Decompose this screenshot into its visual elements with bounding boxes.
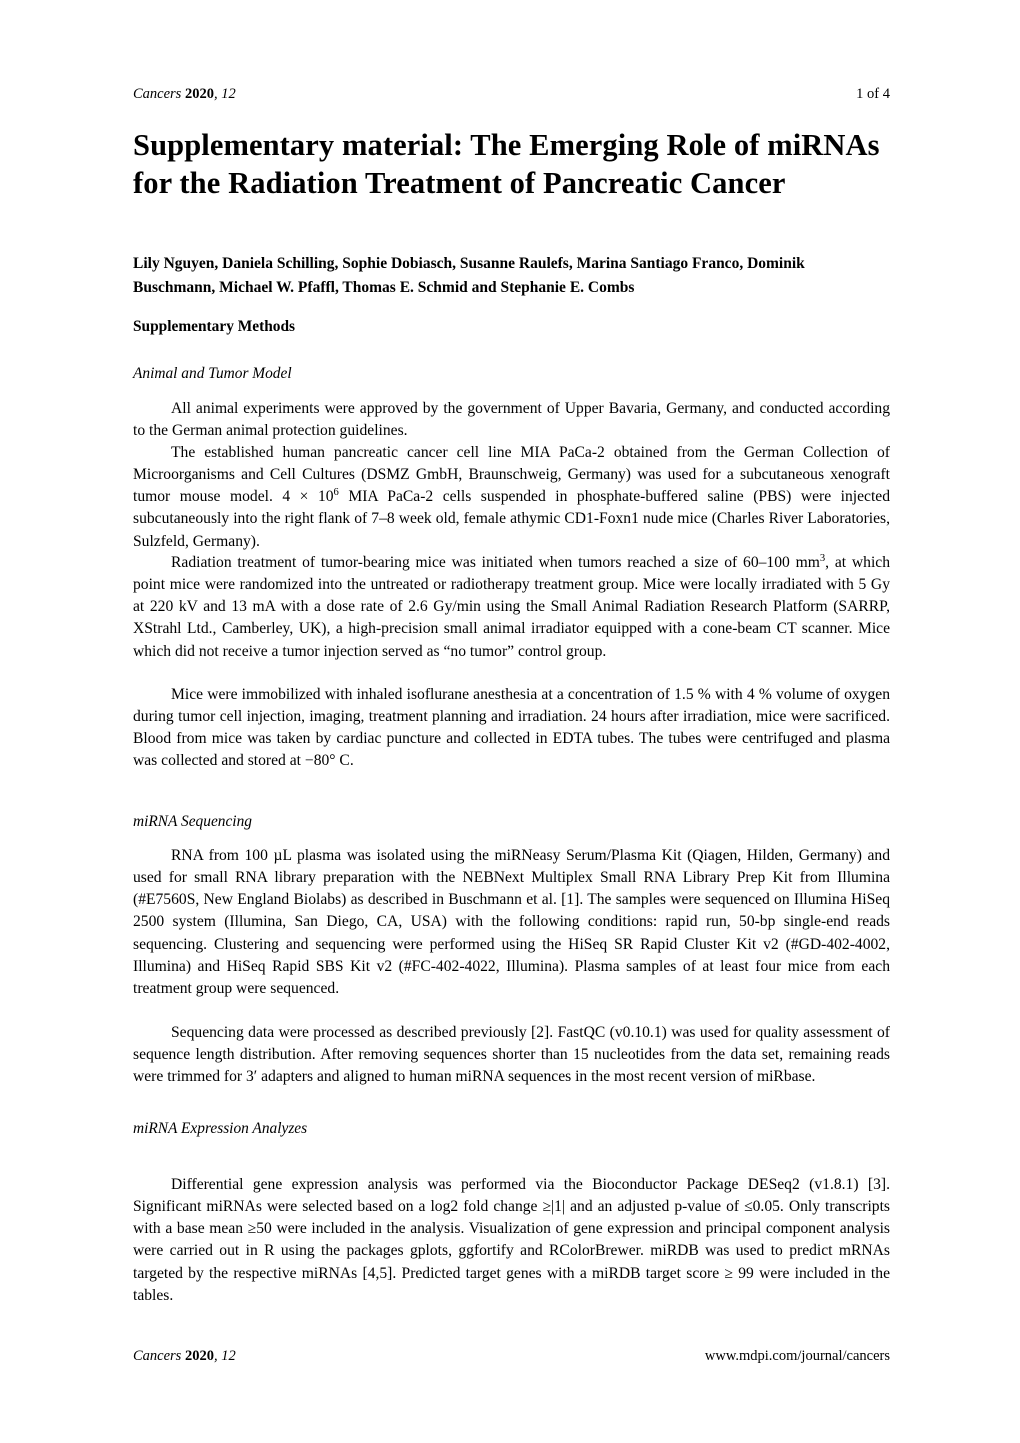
paragraph-radiation-text-2: , at which point mice were randomized into the untreated or radiotherapy treatment group. Mice were locally irradiated with 5 Gy at 220 kV and 13 mA with a dose rate of 2.6 Gy/min using the Small Animal Radiation Research Platform (SARRP, XStrahl Ltd., Camberley, UK), a high-precision small animal irradiator equipped with a cone-beam CT scanner. Mice which did not receive a tumor injection served as “no tumor” control group. <box>133 554 890 660</box>
heading-supplementary-methods: Supplementary Methods <box>133 318 296 335</box>
running-head-journal: Cancers <box>133 86 182 102</box>
heading-mirna-expression-analyzes: miRNA Expression Analyzes <box>133 1120 308 1137</box>
running-head-issue: 12 <box>221 86 236 102</box>
footer-journal: Cancers <box>133 1348 182 1364</box>
page-title: Supplementary material: The Emerging Role of miRNAs for the Radiation Treatment of Pancreatic Cancer <box>133 128 880 201</box>
paragraph-sequencing-processing: Sequencing data were processed as described previously [2]. FastQC (v0.10.1) was used for quality assessment of sequence length distribution. After removing sequences shorter than 15 nucleotides from the data set, remaining reads were trimmed for 3′ adapters and aligned to human miRNA sequences in the most recent version of miRbase. <box>133 1024 890 1086</box>
footer-journal-url[interactable]: www.mdpi.com/journal/cancers <box>704 1348 890 1364</box>
paragraph-radiation-treatment <box>133 552 890 663</box>
paragraph-differential-expression: Differential gene expression analysis was performed via the Bioconductor Package DESeq2 (v1.8.1) [3]. Significant miRNAs were selected based on a log2 fold change ≥|1| and an adjusted p-value of ≤0.05. Only transcripts with a base mean ≥50 were included in the analysis. Visualization of gene expression and principal component analysis were carried out in R using the packages gplots, ggfortify and RColorBrewer. miRDB was used to predict mRNAs targeted by the respective miRNAs [4,5]. Predicted target genes with a miRDB target score ≥ 99 were included in the tables. <box>133 1176 890 1304</box>
footer-volume: 2020 <box>184 1348 214 1364</box>
page-indicator: 1 of 4 <box>856 86 890 102</box>
author-list: Lily Nguyen, Daniela Schilling, Sophie Dobiasch, Susanne Raulefs, Marina Santiago Franco, Dominik Buschmann, Michael W. Pfaffl, Thomas E. Schmid and Stephanie E. Combs <box>133 255 805 296</box>
paragraph-anesthesia: Mice were immobilized with inhaled isoflurane anesthesia at a concentration of 1.5 % with 4 % volume of oxygen during tumor cell injection, imaging, treatment planning and irradiation. 24 hours after irradiation, mice were sacrificed. Blood from mice was taken by cardiac puncture and collected in EDTA tubes. The tubes were centrifuged and plasma was collected and stored at −80° C. <box>133 686 890 770</box>
paragraph-radiation-text-1: Radiation treatment of tumor-bearing mice was initiated when tumors reached a size of 60–100 mm <box>171 554 820 571</box>
paragraph-cell-line-text-1: The established human pancreatic cancer cell line MIA PaCa-2 obtained from the German Collection of Microorganisms and Cell Cultures (DSMZ GmbH, Braunschweig, Germany) was used for a subcutaneous xenograft tumor mouse model. 4 × 10 <box>133 444 890 506</box>
paragraph-cell-line-text-2: MIA PaCa-2 cells suspended in phosphate-buffered saline (PBS) were injected subcutaneously into the right flank of 7–8 week old, female athymic CD1-Foxn1 nude mice (Charles River Laboratories, Sulzfeld, Germany). <box>133 488 891 550</box>
footer-issue: 12 <box>221 1348 236 1364</box>
running-head-citation: Cancers 2020, 12 <box>133 86 236 102</box>
paragraph-cell-line <box>133 442 890 553</box>
heading-mirna-sequencing: miRNA Sequencing <box>133 813 252 830</box>
superscript-cubed: 3 <box>819 552 826 564</box>
running-head <box>133 86 890 103</box>
paragraph-animal-approval: All animal experiments were approved by the government of Upper Bavaria, Germany, and conducted according to the German animal protection guidelines. <box>133 400 890 440</box>
paragraph-rna-isolation: RNA from 100 µL plasma was isolated using the miRNeasy Serum/Plasma Kit (Qiagen, Hilden, Germany) and used for small RNA library preparation with the NEBNext Multiplex Small RNA Library Prep Kit from Illumina (#E7560S, New England Biolabs) as described in Buschmann et al. [1]. The samples were sequenced on Illumina HiSeq 2500 system (Illumina, San Diego, CA, USA) with the following conditions: rapid run, 50-bp single-end reads sequencing. Clustering and sequencing were performed using the HiSeq SR Rapid Cluster Kit v2 (#GD-402-4002, Illumina) and HiSeq Rapid SBS Kit v2 (#FC-402-4022, Illumina). Plasma samples of at least four mice from each treatment group were sequenced. <box>133 847 890 997</box>
heading-animal-and-tumor-model: Animal and Tumor Model <box>133 365 292 382</box>
footer-citation: Cancers 2020, 12 <box>133 1348 236 1364</box>
running-head-volume: 2020 <box>184 86 214 102</box>
page-footer <box>133 1348 890 1365</box>
superscript-six: 6 <box>333 487 339 499</box>
